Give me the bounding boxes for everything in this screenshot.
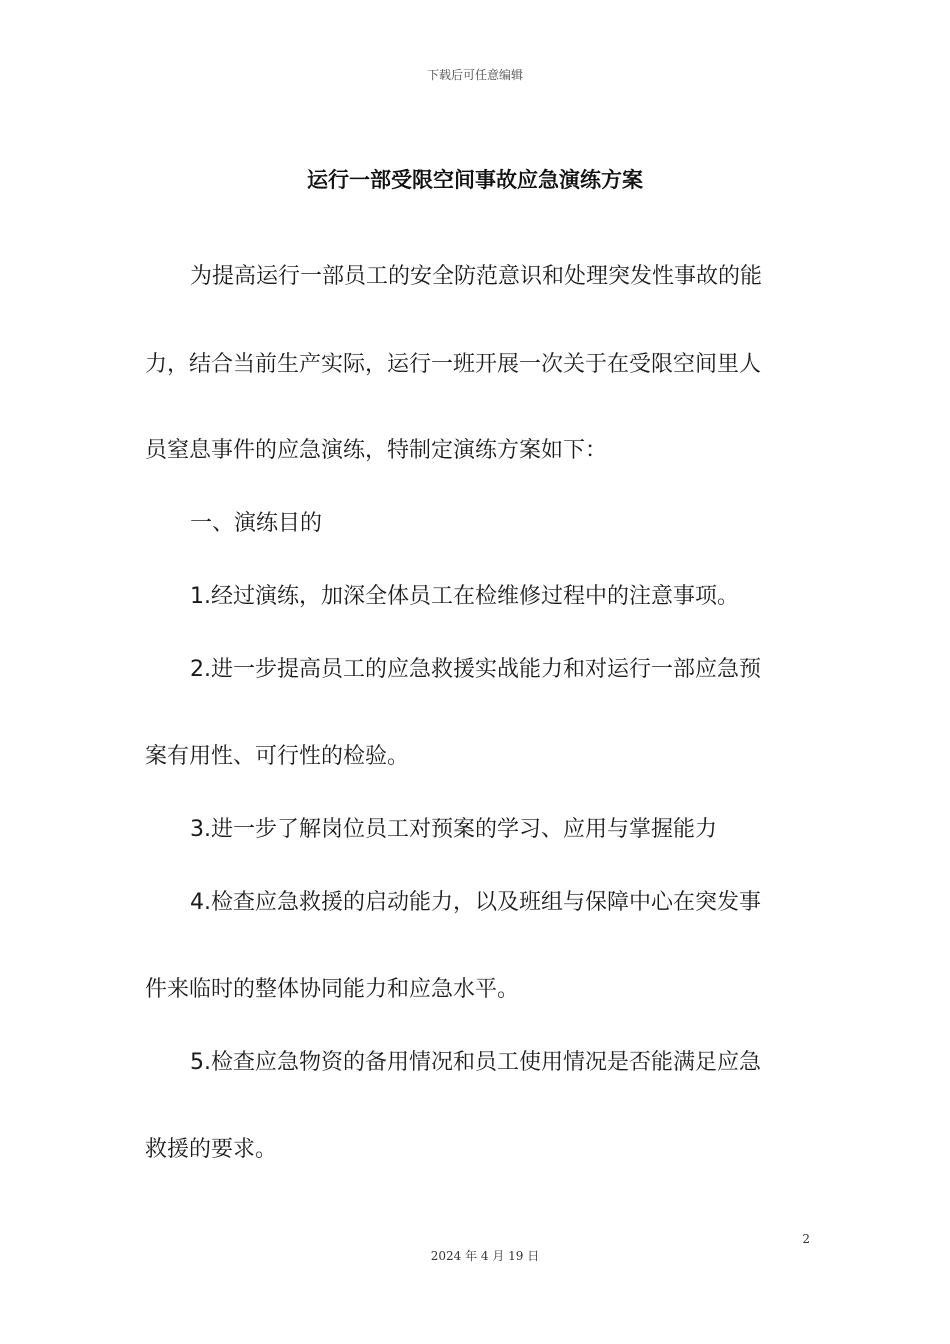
list-item: 3.进一步了解岗位员工对预案的学习、应用与掌握能力 [190, 817, 717, 842]
paragraph-line: 为提高运行一部员工的安全防范意识和处理突发性事故的能 [190, 264, 763, 289]
list-item: 4.检查应急救援的启动能力，以及班组与保障中心在突发事 [190, 890, 761, 915]
paragraph-line: 员窒息事件的应急演练，特制定演练方案如下： [145, 438, 608, 463]
list-item: 2.进一步提高员工的应急救援实战能力和对运行一部应急预 [190, 657, 761, 682]
list-item-continuation: 救援的要求。 [145, 1137, 278, 1162]
header-note: 下载后可任意编辑 [426, 68, 523, 82]
page-number: 2 [802, 1232, 810, 1246]
section-heading: 一、演练目的 [190, 511, 323, 536]
paragraph-line: 力，结合当前生产实际，运行一班开展一次关于在受限空间里人 [145, 352, 762, 377]
document-title: 运行一部受限空间事故应急演练方案 [307, 168, 643, 192]
list-item-continuation: 件来临时的整体协同能力和应急水平。 [145, 977, 520, 1002]
list-item: 5.检查应急物资的备用情况和员工使用情况是否能满足应急 [190, 1050, 761, 1075]
footer-date: 2024 年 4 月 19 日 [430, 1249, 540, 1263]
list-item-continuation: 案有用性、可行性的检验。 [145, 744, 410, 769]
list-item: 1.经过演练，加深全体员工在检维修过程中的注意事项。 [190, 584, 739, 609]
